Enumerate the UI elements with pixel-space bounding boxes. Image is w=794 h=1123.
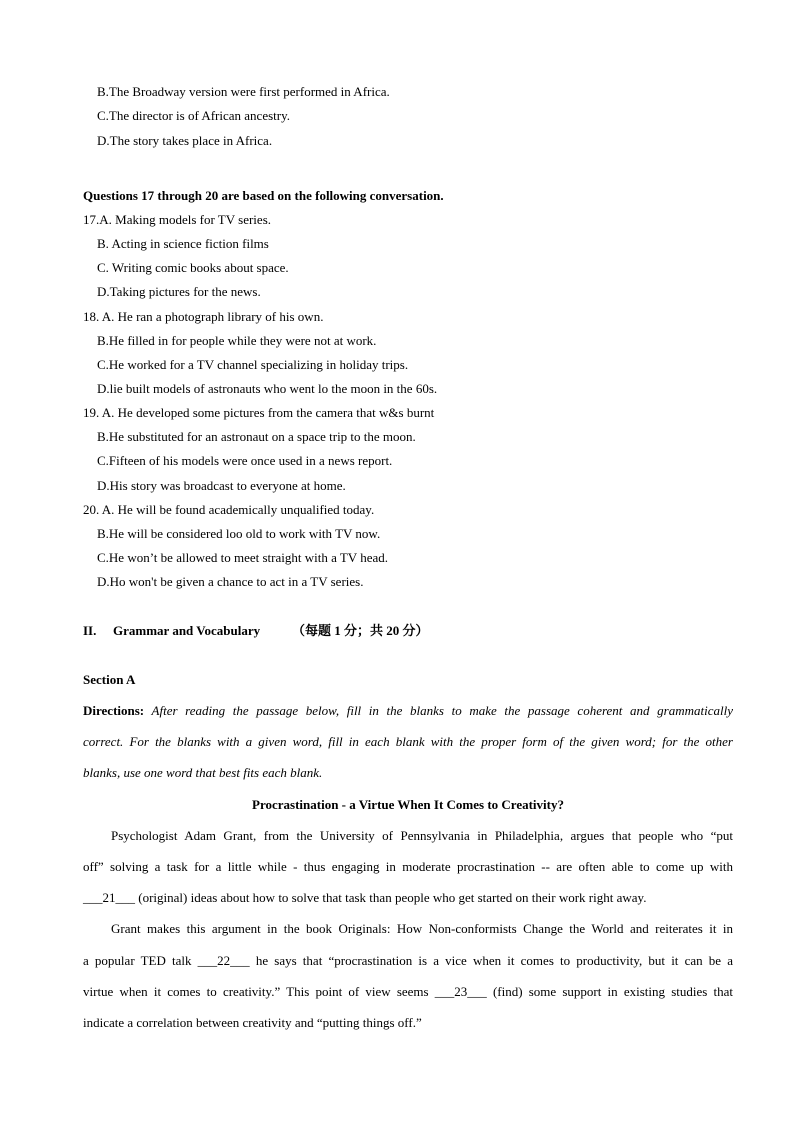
- directions-line-1: [83, 703, 733, 719]
- q19-option-c: C.Fifteen of his models were once used in a news report.: [97, 453, 393, 468]
- directions-line-3: blanks, use one word that best fits each blank.: [83, 765, 323, 780]
- q19-option-b: B.He substituted for an astronaut on a space trip to the moon.: [97, 429, 416, 444]
- passage-line-1: Psychologist Adam Grant, from the University of Pennsylvania in Philadelphia, argues that people who “put: [111, 828, 733, 843]
- directions-line-2: correct. For the blanks with a given word, fill in each blank with the proper form of the given word; for the other: [83, 734, 733, 749]
- q18-option-b: B.He filled in for people while they were not at work.: [97, 333, 377, 348]
- passage-line-6: virtue when it comes to creativity.” This point of view seems ___23___ (find) some support in existing studies that: [83, 984, 733, 999]
- passage-line-4: Grant makes this argument in the book Originals: How Non-conformists Change the World and reiterates it in: [111, 921, 733, 936]
- passage-line-7: indicate a correlation between creativity and “putting things off.”: [83, 1015, 422, 1030]
- section-a-heading: Section A: [83, 672, 136, 687]
- q17-option-a: 17.A. Making models for TV series.: [83, 212, 271, 227]
- q20-option-c: C.He won’t be allowed to meet straight with a TV head.: [97, 550, 388, 565]
- directions-label: Directions:: [83, 703, 145, 718]
- q16-option-b: B.The Broadway version were first performed in Africa.: [97, 84, 390, 99]
- q16-option-c: C.The director is of African ancestry.: [97, 108, 291, 123]
- q18-option-d: D.lie built models of astronauts who went lo the moon in the 60s.: [97, 381, 438, 396]
- q17-option-c: C. Writing comic books about space.: [97, 260, 289, 275]
- part-title: Grammar and Vocabulary: [113, 623, 261, 638]
- passage-line-2: off” solving a task for a little while - thus engaging in moderate procrastination -- are often able to come up with: [83, 859, 733, 874]
- part-number: II.: [83, 623, 97, 638]
- q18-option-c: C.He worked for a TV channel specializing in holiday trips.: [97, 357, 409, 372]
- directions-text-1: After reading the passage below, fill in the blanks to make the passage coherent and grammatically: [144, 703, 733, 718]
- passage-line-3: ___21___ (original) ideas about how to solve that task than people who get started on their work right away.: [83, 890, 647, 905]
- q17-option-b: B. Acting in science fiction films: [97, 236, 269, 251]
- passage-line-5: a popular TED talk ___22___ he says that “procrastination is a vice when it comes to productivity, but it can be a: [83, 953, 733, 968]
- conversation-heading: Questions 17 through 20 are based on the following conversation.: [83, 188, 444, 203]
- q16-option-d: D.The story takes place in Africa.: [97, 133, 273, 148]
- q20-option-d: D.Ho won't be given a chance to act in a TV series.: [97, 574, 364, 589]
- q20-option-a: 20. A. He will be found academically unqualified today.: [83, 502, 375, 517]
- part-scoring: （每题 1 分；共 20 分）: [292, 623, 429, 638]
- q19-option-d: D.His story was broadcast to everyone at home.: [97, 478, 346, 493]
- q18-option-a: 18. A. He ran a photograph library of his own.: [83, 309, 324, 324]
- q20-option-b: B.He will be considered loo old to work with TV now.: [97, 526, 381, 541]
- q17-option-d: D.Taking pictures for the news.: [97, 284, 261, 299]
- q19-option-a: 19. A. He developed some pictures from the camera that w&s burnt: [83, 405, 435, 420]
- passage-title: Procrastination - a Virtue When It Comes to Creativity?: [252, 797, 564, 812]
